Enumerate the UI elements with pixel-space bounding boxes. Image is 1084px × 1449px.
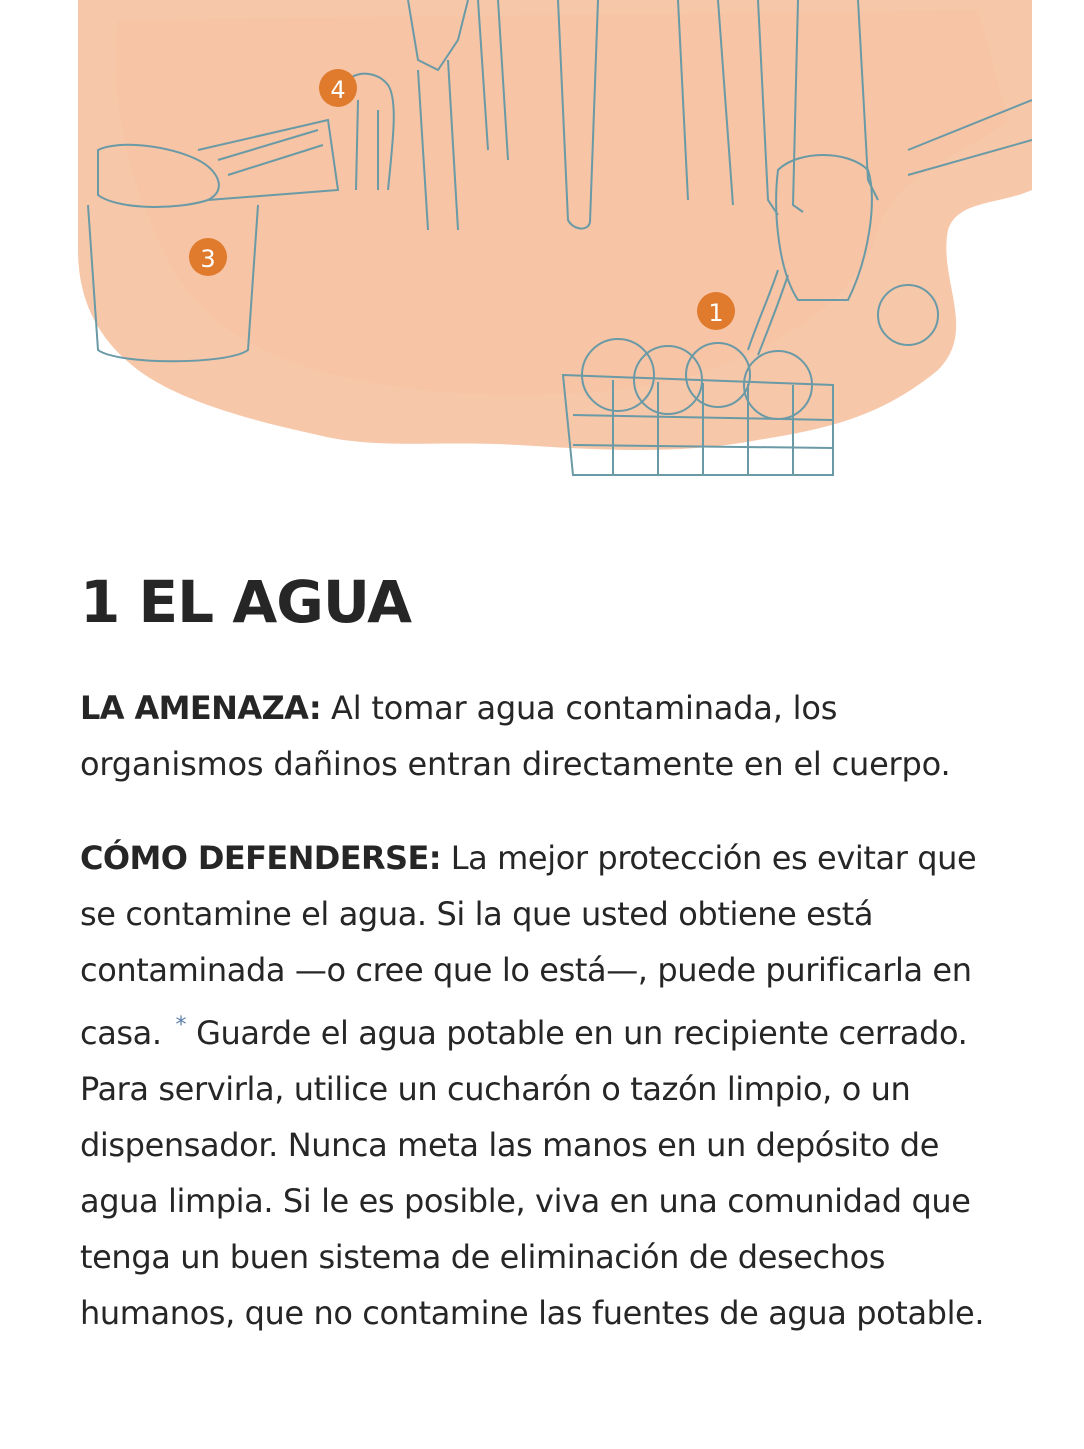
threat-label: LA AMENAZA: [80,689,322,727]
threat-text: Al tomar agua contaminada, los organismos dañinos entran directamente en el cuerpo. [80,689,951,783]
footnote-link[interactable]: * [175,1013,187,1038]
defense-text-before: La mejor protección es evitar que se contamine el agua. Si la que usted obtiene está contaminada —o cree que lo está—, puede purificarla en casa. [80,839,977,1052]
threat-paragraph [80,680,1020,792]
section-title: 1 EL AGUA [80,568,412,636]
defense-label: CÓMO DEFENDERSE: [80,839,441,877]
svg-text:3: 3 [200,245,216,273]
marker-4 [319,69,357,107]
svg-text:4: 4 [330,76,346,104]
svg-text:1: 1 [708,299,724,327]
defense-text-after: Guarde el agua potable en un recipiente cerrado. Para servirla, utilice un cucharón o tazón limpio, o un dispensador. Nunca meta las manos en un depósito de agua limpia. Si le es posible, viva en una comunidad que tenga un buen sistema de eliminación de desechos humanos, que no contamine las fuentes de agua potable. [80,1014,985,1332]
defense-paragraph [80,830,1020,1341]
market-hygiene-illustration [78,0,1032,480]
article-content [80,560,1020,1341]
marker-3 [189,238,227,276]
marker-1 [697,292,735,330]
